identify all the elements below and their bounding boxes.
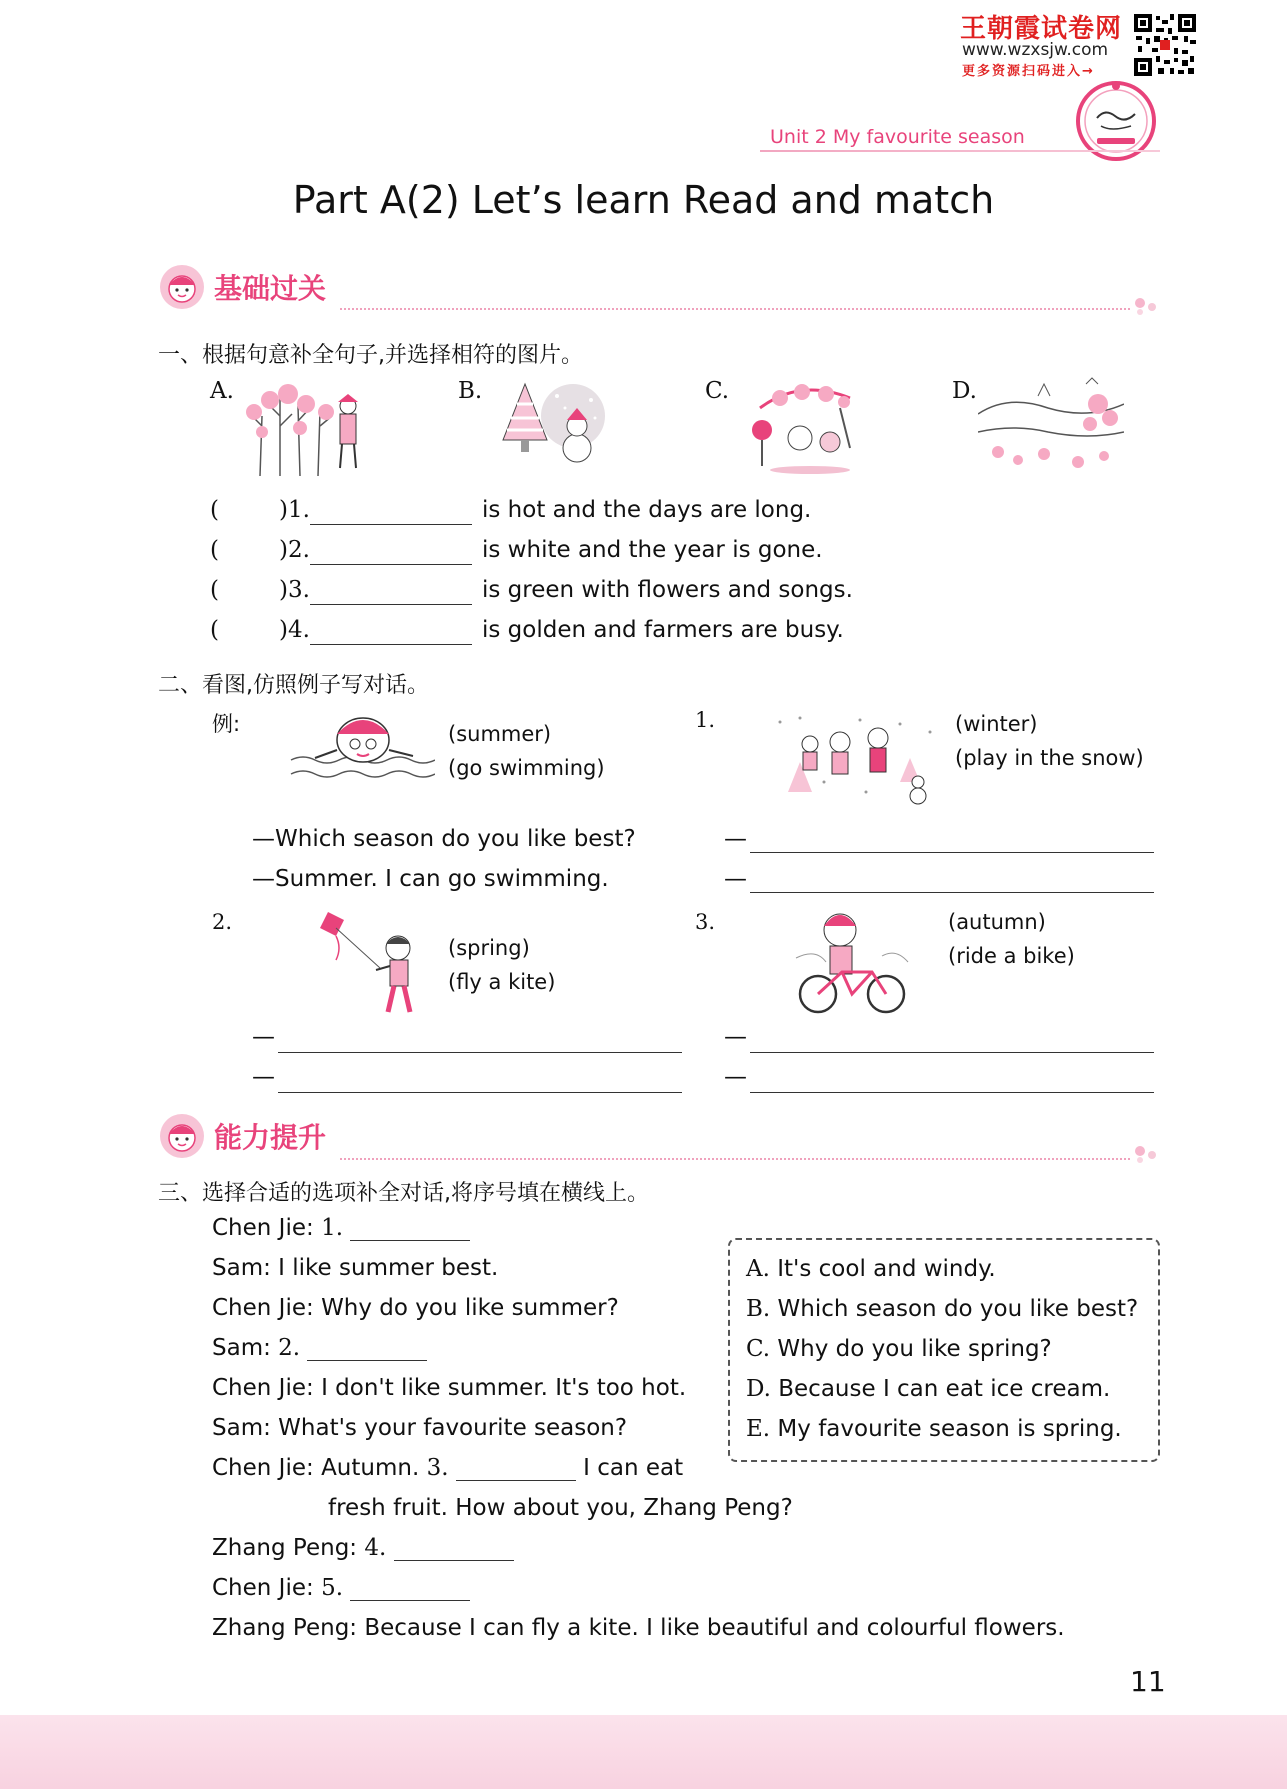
q2-item-1-number: 1. xyxy=(695,708,716,732)
q2-item-1-line-2[interactable] xyxy=(750,892,1154,893)
utterance: I don't like summer. It's too hot. xyxy=(321,1375,687,1401)
utterance: Autumn. xyxy=(321,1455,420,1481)
flying-kite-picture xyxy=(310,908,420,1018)
decorative-dots-icon xyxy=(1132,296,1162,316)
dash-mark: — xyxy=(724,1064,747,1090)
dash-mark: — xyxy=(252,1024,275,1050)
example-hint-activity: (go swimming) xyxy=(448,756,605,780)
speaker: Sam: xyxy=(212,1255,271,1281)
option-a[interactable] xyxy=(746,1256,996,1282)
dialog-blank-4[interactable] xyxy=(394,1536,514,1561)
dialog-blank-2[interactable] xyxy=(307,1336,427,1361)
option-e[interactable] xyxy=(746,1416,1122,1442)
speaker: Chen Jie: xyxy=(212,1295,314,1321)
speaker: Chen Jie: xyxy=(212,1215,314,1241)
item-number: 2. xyxy=(287,537,310,563)
example-question: —Which season do you like best? xyxy=(252,826,636,852)
q1-item-4 xyxy=(210,617,310,643)
example-label: 例: xyxy=(212,712,241,736)
blank-number: 2. xyxy=(278,1335,301,1361)
blank-number: 4. xyxy=(364,1535,387,1561)
speaker: Zhang Peng: xyxy=(212,1615,358,1641)
brand-url[interactable]: www.wzxsjw.com xyxy=(962,40,1109,60)
item-number: 4. xyxy=(287,617,310,643)
dialog-line-7 xyxy=(212,1455,683,1481)
summer-landscape-picture xyxy=(978,374,1124,474)
q2-item-1-line-1[interactable] xyxy=(750,852,1154,853)
q1-item-2-text: is white and the year is gone. xyxy=(482,537,823,563)
option-b[interactable] xyxy=(746,1296,1138,1322)
item-number: 3. xyxy=(287,577,310,603)
speaker: Chen Jie: xyxy=(212,1575,314,1601)
riding-bike-picture xyxy=(792,908,912,1018)
answer-paren-close: ) xyxy=(278,577,288,603)
fill-blank-4[interactable] xyxy=(310,644,472,645)
q2-item-2-line-1[interactable] xyxy=(278,1052,682,1053)
answer-paren-close: ) xyxy=(278,617,288,643)
brand-title: 王朝霞试卷网 xyxy=(960,14,1123,44)
qr-code-icon[interactable] xyxy=(1132,12,1198,78)
q2-item-3-line-2[interactable] xyxy=(750,1092,1154,1093)
section-divider xyxy=(340,308,1130,310)
option-letter: E. xyxy=(746,1416,771,1442)
q2-heading: 二、看图,仿照例子写对话。 xyxy=(158,673,429,698)
q2-item-3-line-1[interactable] xyxy=(750,1052,1154,1053)
dialog-line-11 xyxy=(212,1615,1065,1641)
q2-item-2-hint-activity: (fly a kite) xyxy=(448,970,556,994)
q1-item-3 xyxy=(210,577,310,603)
unit-label: Unit 2 My favourite season xyxy=(770,126,1025,148)
girl-mascot-icon xyxy=(158,1112,206,1160)
utterance: fresh fruit. How about you, Zhang Peng? xyxy=(328,1495,793,1521)
option-text: My favourite season is spring. xyxy=(777,1416,1122,1442)
autumn-trees-picture xyxy=(240,376,370,480)
swimming-boy-picture xyxy=(285,710,435,792)
option-letter: B. xyxy=(746,1296,771,1322)
dialog-blank-5[interactable] xyxy=(350,1576,470,1601)
example-hint-season: (summer) xyxy=(448,722,552,746)
option-text: Which season do you like best? xyxy=(777,1296,1139,1322)
picture-letter-a: A. xyxy=(210,378,234,404)
answer-paren-close: ) xyxy=(278,497,288,523)
q2-item-3-hint-season: (autumn) xyxy=(948,910,1046,934)
footer-band xyxy=(0,1715,1287,1789)
utterance: I like summer best. xyxy=(278,1255,499,1281)
fill-blank-2[interactable] xyxy=(310,564,472,565)
blank-number: 3. xyxy=(426,1455,449,1481)
dash-mark: — xyxy=(724,826,747,852)
answer-paren-open: ( xyxy=(210,617,219,643)
example-answer: —Summer. I can go swimming. xyxy=(252,866,609,892)
option-c[interactable] xyxy=(746,1336,1052,1362)
option-text: It's cool and windy. xyxy=(777,1256,996,1282)
section-header-basic xyxy=(158,263,326,311)
option-letter: C. xyxy=(746,1336,771,1362)
blank-number: 5. xyxy=(321,1575,344,1601)
option-letter: A. xyxy=(746,1256,770,1282)
q1-item-1-text: is hot and the days are long. xyxy=(482,497,812,523)
q1-item-4-text: is golden and farmers are busy. xyxy=(482,617,844,643)
picture-letter-c: C. xyxy=(705,378,730,404)
blank-number: 1. xyxy=(321,1215,344,1241)
dialog-blank-3[interactable] xyxy=(456,1456,576,1481)
utterance: Why do you like summer? xyxy=(321,1295,619,1321)
q2-item-3-hint-activity: (ride a bike) xyxy=(948,944,1075,968)
dash-mark: — xyxy=(252,1064,275,1090)
dash-mark: — xyxy=(724,1024,747,1050)
section-divider xyxy=(340,1158,1130,1160)
answer-paren-open: ( xyxy=(210,577,219,603)
q2-item-3-number: 3. xyxy=(695,910,716,934)
playing-in-snow-picture xyxy=(770,712,940,806)
utterance: What's your favourite season? xyxy=(278,1415,628,1441)
answer-paren-open: ( xyxy=(210,497,219,523)
page-number: 11 xyxy=(1130,1665,1166,1698)
picture-letter-d: D. xyxy=(952,378,977,404)
brand-subtitle: 更多资源扫码进入→ xyxy=(962,64,1095,79)
option-letter: D. xyxy=(746,1376,771,1402)
speaker: Sam: xyxy=(212,1335,271,1361)
dialog-line-9 xyxy=(212,1535,514,1561)
section-label: 基础过关 xyxy=(214,272,327,305)
dialog-line-1 xyxy=(212,1215,470,1241)
unit-underline xyxy=(760,150,1160,152)
answer-paren-close: ) xyxy=(278,537,288,563)
dialog-line-5 xyxy=(212,1375,686,1401)
dialog-line-6 xyxy=(212,1415,627,1441)
q2-item-1-hint-season: (winter) xyxy=(955,712,1038,736)
dialog-line-10 xyxy=(212,1575,470,1601)
q2-item-1-hint-activity: (play in the snow) xyxy=(955,746,1144,770)
decorative-dots-icon xyxy=(1132,1144,1162,1164)
speaker: Zhang Peng: xyxy=(212,1535,358,1561)
dialog-line-2 xyxy=(212,1255,498,1281)
spring-flowers-picture xyxy=(740,378,860,478)
page-title: Part A(2) Let’s learn Read and match xyxy=(292,178,995,222)
answer-paren-open: ( xyxy=(210,537,219,563)
speaker: Chen Jie: xyxy=(212,1375,314,1401)
winter-snowman-picture xyxy=(495,378,605,468)
section-label: 能力提升 xyxy=(214,1121,327,1154)
section-header-advanced xyxy=(158,1112,326,1160)
q3-heading: 三、选择合适的选项补全对话,将序号填在横线上。 xyxy=(158,1181,649,1206)
fill-blank-1[interactable] xyxy=(310,524,472,525)
option-text: Because I can eat ice cream. xyxy=(778,1376,1111,1402)
item-number: 1. xyxy=(287,497,310,523)
dash-mark: — xyxy=(724,866,747,892)
q2-item-2-hint-season: (spring) xyxy=(448,936,530,960)
speaker: Sam: xyxy=(212,1415,271,1441)
fill-blank-3[interactable] xyxy=(310,604,472,605)
dialog-line-3 xyxy=(212,1295,619,1321)
dialog-line-4 xyxy=(212,1335,427,1361)
option-text: Why do you like spring? xyxy=(777,1336,1052,1362)
utterance: Because I can fly a kite. I like beautiful and colourful flowers. xyxy=(364,1615,1065,1641)
dialog-line-8 xyxy=(328,1495,793,1521)
q1-item-1 xyxy=(210,497,310,523)
q1-item-2 xyxy=(210,537,310,563)
option-d[interactable] xyxy=(746,1376,1110,1402)
utterance-continued: I can eat xyxy=(583,1455,684,1481)
dialog-blank-1[interactable] xyxy=(350,1216,470,1241)
q2-item-2-line-2[interactable] xyxy=(278,1092,682,1093)
girl-mascot-icon xyxy=(158,263,206,311)
speaker: Chen Jie: xyxy=(212,1455,314,1481)
picture-letter-b: B. xyxy=(458,378,483,404)
q1-item-3-text: is green with flowers and songs. xyxy=(482,577,853,603)
q1-heading: 一、根据句意补全句子,并选择相符的图片。 xyxy=(158,343,583,368)
q2-item-2-number: 2. xyxy=(212,910,233,934)
